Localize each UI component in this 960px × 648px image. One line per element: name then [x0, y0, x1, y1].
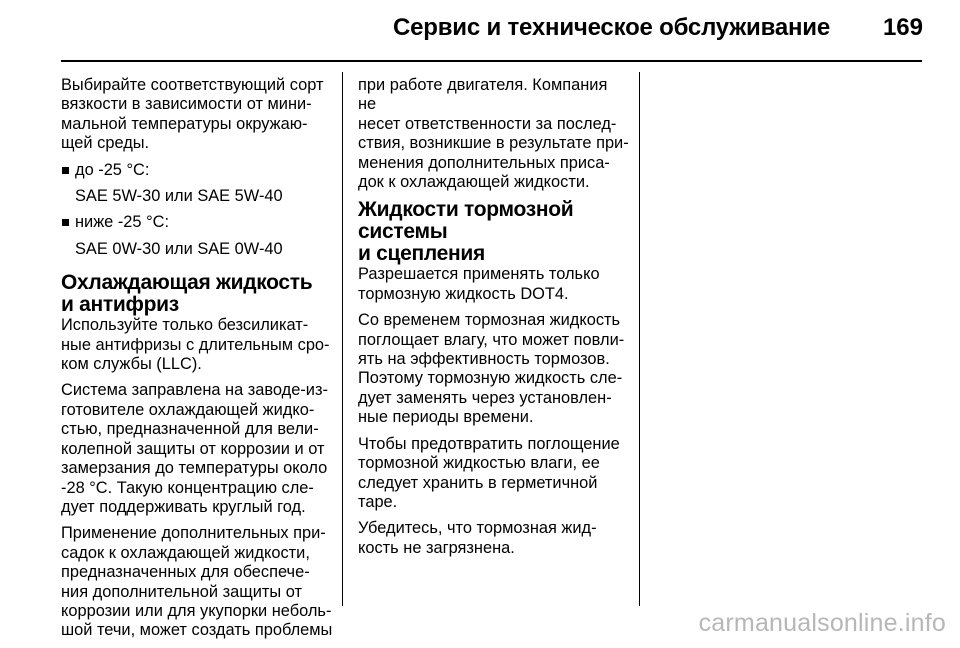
coolant-paragraph: Система заправлена на заводе-из- готовителе охлаждающей жидко- стью, предназначенной для вели- колепной защиты от коррозии и от замерзания до температуры около -28 °C. Такую концентрацию сле- дует поддерживать круглый год.: [61, 381, 328, 516]
watermark: carmanualsonline.info: [698, 609, 946, 637]
bullet-item: [61, 213, 333, 232]
bullet-square-icon: [62, 219, 69, 226]
coolant-paragraph-continued: при работе двигателя. Компания не несет ответственности за послед- ствия, возникшие в результате при- менения дополнительных приса- док к охлаждающей жидкости.: [358, 76, 629, 192]
bullet-label: до -25 °C:: [75, 160, 150, 179]
bullet-square-icon: [62, 167, 69, 174]
column-left: [61, 76, 333, 648]
bullet-value: SAE 0W-30 или SAE 0W-40: [75, 239, 283, 258]
column-middle: [358, 76, 630, 565]
page-header-title: Сервис и техническое обслуживание: [393, 14, 830, 41]
brake-fluid-paragraph: Со временем тормозная жидкость поглощает влагу, что может повли- ять на эффективность тормозов. Поэтому тормозную жидкость сле- дует заменять через установлен- ные периоды времени.: [358, 311, 625, 427]
page-number: 169: [882, 14, 923, 41]
header-rule: [61, 60, 922, 62]
coolant-heading: Охлаждающая жидкость и антифриз: [61, 271, 313, 317]
bullet-label: ниже -25 °C:: [75, 213, 170, 232]
brake-fluid-paragraph: Разрешается применять только тормозную жидкость DOT4.: [358, 265, 600, 303]
oil-viscosity-intro: Выбирайте соответствующий сорт вязкости в зависимости от мини- мальной температуры окружаю- щей среды.: [61, 76, 324, 153]
brake-fluid-paragraph: Убедитесь, что тормозная жид- кость не загрязнена.: [358, 519, 597, 557]
brake-fluid-paragraph: Чтобы предотвратить поглощение тормозной жидкостью влаги, ее следует хранить в герметичной таре.: [358, 434, 620, 511]
bullet-item: [61, 161, 333, 180]
coolant-paragraph: Используйте только безсиликат- ные антифризы с длительным сро- ком службы (LLC).: [61, 316, 330, 374]
column-divider: [639, 72, 640, 606]
brake-fluid-heading: Жидкости тормозной системы и сцепления: [358, 198, 574, 266]
bullet-value: SAE 5W-30 или SAE 5W-40: [75, 187, 283, 206]
coolant-paragraph: Применение дополнительных при- садок к охлаждающей жидкости, предназначенных для обеспече- ния дополнительной защиты от коррозии или для укупорки неболь- шой течи, может создать проблемы: [61, 524, 333, 640]
column-divider: [342, 72, 343, 606]
